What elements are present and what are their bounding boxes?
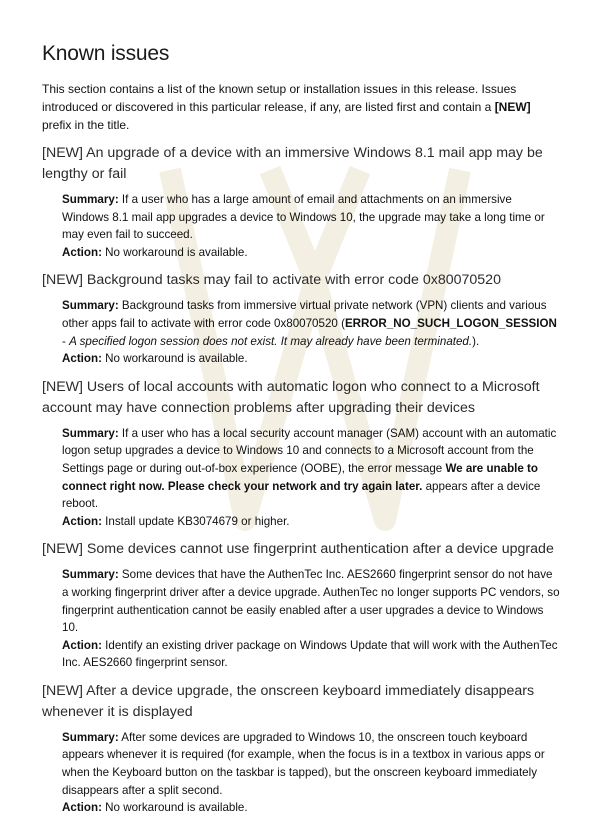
issue-action: Action: No workaround is available. [62, 352, 248, 366]
intro-text: This section contains a list of the known setup or installation issues in this release. Issues introduced or discovered in this particular release, if any, are listed first and contain a [42, 82, 517, 114]
issue-local-accounts [42, 377, 562, 531]
issue-background-tasks [42, 270, 562, 367]
intro-text-end: prefix in the title. [42, 118, 130, 132]
page-title: Known issues [42, 42, 170, 65]
issue-heading: [NEW] Some devices cannot use fingerprint authentication after a device upgrade [42, 541, 554, 558]
issue-summary: Summary: Background tasks from immersive virtual private network (VPN) clients and various other apps fail to activate with error code 0x80070520 (ERROR_NO_SUCH_LOGON_SESSION - A specified logon session does not exist. It may already have been terminated.). [62, 299, 557, 348]
issue-heading: [NEW] Users of local accounts with automatic logon who connect to a Microsoft account may have connection problems after upgrading their devices [42, 378, 540, 416]
issue-action: Action: No workaround is available. [62, 801, 248, 815]
issue-heading: [NEW] Background tasks may fail to activate with error code 0x80070520 [42, 272, 501, 289]
issue-action: Action: Identify an existing driver package on Windows Update that will work with the AuthenTec Inc. AES2660 fingerprint sensor. [62, 638, 558, 670]
issue-action: Action: No workaround is available. [62, 245, 248, 259]
new-tag: [NEW] [494, 100, 531, 114]
issue-summary: Summary: If a user who has a large amount of email and attachments on an immersive Windows 8.1 mail app upgrades a device to Windows 10, the upgrade may take a long time or may even fail to succeed. [62, 193, 545, 242]
issue-onscreen-keyboard [42, 681, 562, 817]
issue-mail-app-upgrade [42, 143, 562, 261]
issue-summary: Summary: Some devices that have the AuthenTec Inc. AES2660 fingerprint sensor do not have a working fingerprint driver after a device upgrade. AuthenTec no longer supports PC vendors, so fingerprint authentication cannot be easily enabled after a user upgrades a device to Windows 10. [62, 568, 560, 635]
issue-summary: Summary: If a user who has a local security account manager (SAM) account with an automatic logon setup upgrades a device to Windows 10 and connects to a Microsoft account from the Settings page or during out-of-box experience (OOBE), the error message We are unable to connect right now. Please check your network and try again later. appears after a device reboot. [62, 426, 557, 511]
issue-heading: [NEW] After a device upgrade, the onscreen keyboard immediately disappears whenever it is displayed [42, 682, 535, 720]
issue-summary: Summary: After some devices are upgraded to Windows 10, the onscreen touch keyboard appears whenever it is required (for example, when the focus is in a textbox in various apps or when the Keyboard button on the taskbar is tapped), but the onscreen keyboard immediately disappears after a split second. [62, 730, 545, 797]
document-page [42, 42, 562, 826]
issue-heading: [NEW] An upgrade of a device with an immersive Windows 8.1 mail app may be lengthy or fail [42, 145, 543, 182]
intro-paragraph [42, 80, 562, 134]
issue-fingerprint [42, 539, 562, 672]
issue-action: Action: Install update KB3074679 or higher. [62, 514, 290, 528]
